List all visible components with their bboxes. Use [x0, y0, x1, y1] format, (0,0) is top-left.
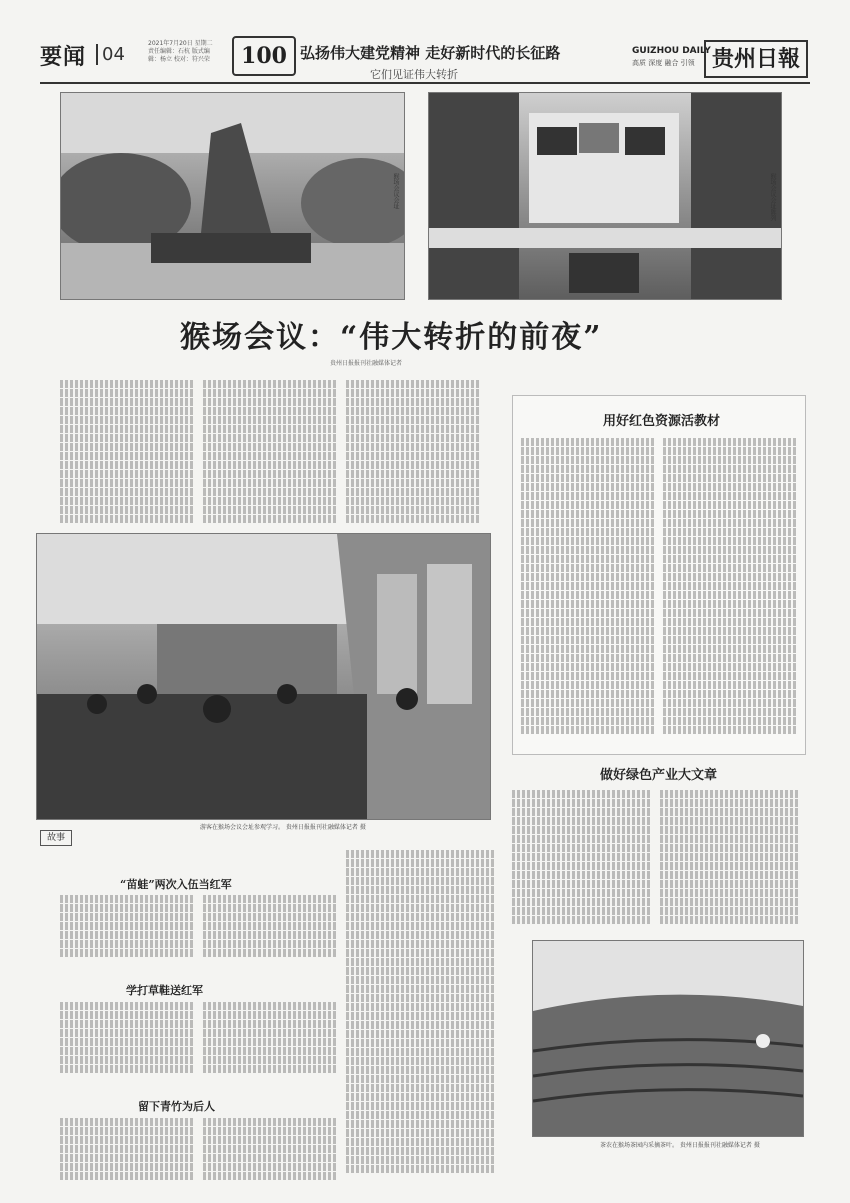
photo-tea-garden — [532, 940, 804, 1137]
green-column-2 — [660, 790, 800, 930]
section-title: 要闻 — [40, 44, 87, 70]
sidebar-column-2 — [663, 438, 797, 743]
page-number: 04 — [96, 44, 125, 65]
sidebar-column-1 — [521, 438, 655, 743]
photo-meeting-site-graphic — [61, 93, 404, 299]
section-heading: 用好红色资源活教材 — [603, 414, 721, 429]
green-column-1 — [512, 790, 652, 930]
article-headline: 猴场会议：“伟大转折的前夜” — [180, 320, 603, 355]
story-3-column-2 — [203, 1118, 338, 1188]
story-2-column-1 — [60, 1002, 195, 1082]
english-name: GUIZHOU DAILY — [632, 46, 711, 56]
photo-visitors-caption: 游客在猴场会议会址参观学习。 贵州日报报刊社融媒体记者 摄 — [200, 824, 366, 831]
article-byline: 贵州日报报刊社融媒体记者 — [330, 360, 403, 367]
masthead-logo: 贵州日報 — [704, 40, 808, 78]
story-3-column-1 — [60, 1118, 195, 1188]
sidebar-red-resources — [512, 395, 806, 755]
story-heading-1: “苗蛙”两次入伍当红军 — [120, 878, 232, 891]
photo-tea-caption: 茶农在猴场茶园内采摘茶叶。 贵州日报报刊社融媒体记者 摄 — [600, 1142, 760, 1149]
issue-meta: 2021年7月20日 星期二 责任编辑：石杭 版式编辑：杨立 校对：符兴荣 — [148, 40, 213, 63]
photo-exhibition-room-graphic — [429, 93, 781, 299]
section-heading-green: 做好绿色产业大文章 — [600, 768, 718, 783]
column-slogan: 弘扬伟大建党精神 走好新时代的长征路 — [300, 44, 561, 62]
header-rule — [40, 82, 810, 84]
article-continued-column — [346, 850, 496, 1180]
centenary-logo: 100 — [232, 36, 296, 76]
photo-visitors — [36, 533, 491, 820]
story-heading-2: 学打草鞋送红军 — [126, 984, 203, 997]
story-heading-3: 留下青竹为后人 — [138, 1100, 215, 1113]
article-column-3 — [346, 380, 481, 525]
article-column-2 — [203, 380, 338, 525]
paper-tagline: 高质 深度 融合 引领 — [632, 59, 695, 67]
story-1-column-2 — [203, 895, 338, 965]
photo-exhibition-room — [428, 92, 782, 300]
photo-caption: 猴场会议会址陈列 — [769, 173, 776, 221]
story-1-column-1 — [60, 895, 195, 965]
column-subtitle: 它们见证伟大转折 — [370, 68, 458, 81]
photo-meeting-site — [60, 92, 405, 300]
stories-tag: 故事 — [40, 830, 72, 846]
article-column-1 — [60, 380, 195, 525]
photo-caption: 猴场会议会址 — [392, 173, 399, 209]
photo-tea-garden-graphic — [533, 941, 803, 1136]
photo-visitors-graphic — [37, 534, 490, 819]
story-2-column-2 — [203, 1002, 338, 1082]
